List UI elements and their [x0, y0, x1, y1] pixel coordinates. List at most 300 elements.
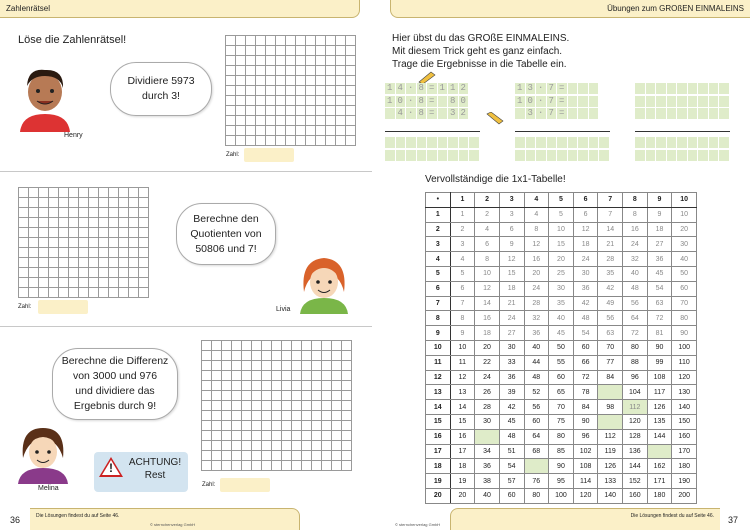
calc-row [385, 150, 480, 161]
table-cell: 16 [524, 252, 549, 267]
table-cell: 24 [573, 252, 598, 267]
calc-cell[interactable] [578, 83, 589, 94]
table-row [426, 459, 697, 474]
table-row [426, 355, 697, 370]
calc-cell[interactable] [719, 150, 730, 161]
calc-cell[interactable] [709, 83, 720, 94]
calc-cell[interactable] [568, 83, 579, 94]
left-title: Löse die Zahlenrätsel! [18, 34, 127, 46]
calc-cell[interactable] [635, 96, 646, 107]
calc-cell[interactable] [667, 108, 678, 119]
table-cell: 48 [499, 429, 524, 444]
table-row [426, 326, 697, 341]
pencil-icon [485, 112, 505, 131]
calc-cell[interactable] [469, 150, 480, 161]
calc-cell: 0 [459, 96, 470, 107]
calc-cell: · [536, 83, 547, 94]
table-title: Vervollständige die 1x1-Tabelle! [425, 174, 566, 185]
table-cell: 12 [573, 222, 598, 237]
column-header: 5 [549, 193, 574, 208]
table-cell: 56 [598, 311, 623, 326]
table-cell: 56 [623, 296, 648, 311]
task2-grid[interactable] [18, 187, 149, 298]
calc-cell[interactable] [396, 137, 407, 148]
calc-cell[interactable] [385, 137, 396, 148]
table-row [426, 429, 697, 444]
table-cell: 51 [499, 444, 524, 459]
table-cell: 57 [499, 474, 524, 489]
calc-cell: 8 [448, 96, 459, 107]
table-cell: 200 [672, 488, 697, 503]
calc-cell[interactable] [688, 108, 699, 119]
table-row [426, 311, 697, 326]
table-cell: 15 [549, 237, 574, 252]
table-cell: 2 [475, 207, 500, 222]
table-cell: 180 [672, 459, 697, 474]
calc-cell[interactable] [547, 150, 558, 161]
calc-cell: 4 [396, 108, 407, 119]
table-cell: 108 [647, 370, 672, 385]
calc-cell[interactable] [448, 137, 459, 148]
calc-cell: · [406, 108, 417, 119]
task3-zahl-label: Zahl: [202, 482, 216, 488]
table-cell: 20 [672, 222, 697, 237]
calc-cell: · [536, 108, 547, 119]
table-row [426, 444, 697, 459]
calc-cell[interactable] [688, 83, 699, 94]
table-cell: 6 [499, 222, 524, 237]
task2-bubble [176, 203, 276, 265]
calc-cell[interactable] [396, 150, 407, 161]
calc-cell[interactable] [677, 137, 688, 148]
task1-answer-field[interactable] [244, 148, 294, 162]
row-header: 14 [426, 400, 451, 415]
table-cell: 36 [499, 370, 524, 385]
calc-cell: = [557, 83, 568, 94]
table-cell: 75 [549, 414, 574, 429]
row-header: 9 [426, 326, 451, 341]
calc-cell: 1 [438, 83, 449, 94]
row-header: 10 [426, 340, 451, 355]
calc-cell: = [427, 96, 438, 107]
calc-cell[interactable] [719, 108, 730, 119]
table-row [426, 281, 697, 296]
calc-cell[interactable] [709, 150, 720, 161]
exclamation-icon: ! [109, 461, 113, 475]
table-cell: 68 [524, 444, 549, 459]
table-cell: 48 [623, 281, 648, 296]
calc-cell: = [557, 96, 568, 107]
calc-cell: 8 [417, 83, 428, 94]
row-header: 2 [426, 222, 451, 237]
table-cell: 120 [573, 488, 598, 503]
table-cell: 8 [450, 311, 475, 326]
calc-cell[interactable] [448, 150, 459, 161]
calc-cell[interactable] [589, 137, 600, 148]
table-cell: 10 [549, 222, 574, 237]
table-cell: 14 [475, 296, 500, 311]
table-cell: 21 [499, 296, 524, 311]
table-cell: 5 [549, 207, 574, 222]
calc-cell[interactable] [406, 137, 417, 148]
table-cell: 117 [647, 385, 672, 400]
calc-cell[interactable] [536, 150, 547, 161]
table-cell: 18 [450, 459, 475, 474]
table-cell: 28 [524, 296, 549, 311]
table-cell: 10 [475, 266, 500, 281]
calc-cell: = [557, 108, 568, 119]
table-cell: 152 [623, 474, 648, 489]
calc-cell[interactable] [438, 137, 449, 148]
table-cell: 30 [475, 414, 500, 429]
table-cell: 190 [672, 474, 697, 489]
calc-cell[interactable] [677, 108, 688, 119]
calc-cell[interactable] [578, 96, 589, 107]
calc-cell[interactable] [515, 137, 526, 148]
calc-cell: 0 [396, 96, 407, 107]
table-cell: 40 [549, 311, 574, 326]
calc-cell[interactable] [547, 137, 558, 148]
right-page [375, 0, 750, 530]
instruction-line: Mit diesem Trick geht es ganz einfach. [392, 46, 563, 57]
table-cell: 40 [475, 488, 500, 503]
left-header: Zahlenrätsel [0, 0, 360, 18]
calc-cell[interactable] [438, 150, 449, 161]
calc-cell[interactable] [459, 150, 470, 161]
calc-cell[interactable] [656, 96, 667, 107]
calc-row [515, 137, 610, 148]
table-cell: 65 [549, 385, 574, 400]
table-cell: 140 [672, 400, 697, 415]
task3-answer-field[interactable] [220, 478, 270, 492]
calc-cell[interactable] [459, 137, 470, 148]
calc-cell: 8 [417, 96, 428, 107]
table-cell: 55 [549, 355, 574, 370]
calc-row [385, 83, 469, 94]
instructions [392, 32, 569, 71]
task3-grid[interactable] [201, 340, 352, 471]
table-cell: 3 [499, 207, 524, 222]
calc-cell[interactable] [656, 137, 667, 148]
calc-cell[interactable] [589, 150, 600, 161]
calc-cell[interactable] [667, 150, 678, 161]
table-cell[interactable] [475, 429, 500, 444]
table-cell: 39 [499, 385, 524, 400]
calc-cell[interactable] [698, 150, 709, 161]
table-cell: 108 [573, 459, 598, 474]
calc-cell[interactable] [536, 137, 547, 148]
table-cell: 14 [450, 400, 475, 415]
table-cell: 36 [573, 281, 598, 296]
calc-cell[interactable] [698, 96, 709, 107]
calc-cell[interactable] [667, 137, 678, 148]
table-cell: 20 [524, 266, 549, 281]
table-cell: 27 [499, 326, 524, 341]
calc-cell[interactable] [589, 96, 600, 107]
table-cell: 14 [598, 222, 623, 237]
table-cell[interactable] [598, 414, 623, 429]
calc-row [385, 96, 469, 107]
table-cell: 21 [598, 237, 623, 252]
table-cell: 30 [573, 266, 598, 281]
table-cell: 54 [499, 459, 524, 474]
calc-cell[interactable] [646, 137, 657, 148]
calc-cell[interactable] [698, 108, 709, 119]
calc-cell[interactable] [709, 137, 720, 148]
table-cell: 42 [598, 281, 623, 296]
table-cell: 60 [524, 414, 549, 429]
calc-cell[interactable] [599, 137, 610, 148]
calc-cell[interactable] [646, 83, 657, 94]
calc-cell[interactable] [515, 150, 526, 161]
calc-cell[interactable] [427, 137, 438, 148]
table-cell: 119 [598, 444, 623, 459]
column-header: 8 [623, 193, 648, 208]
table-cell: 52 [524, 385, 549, 400]
table-row [426, 237, 697, 252]
instruction-line: Hier übst du das GROßE EINMALEINS. [392, 33, 570, 44]
task2-answer-field[interactable] [38, 300, 88, 314]
calc-cell[interactable] [526, 150, 537, 161]
table-cell[interactable] [524, 459, 549, 474]
table-cell: 9 [647, 207, 672, 222]
calc-cell[interactable] [688, 96, 699, 107]
table-cell: 84 [573, 400, 598, 415]
table-cell: 38 [475, 474, 500, 489]
calc-cell[interactable] [656, 108, 667, 119]
table-row [426, 400, 697, 415]
calc-cell: 1 [515, 83, 526, 94]
task2-text: Berechne den Quotienten von 50806 und 7! [190, 212, 262, 255]
table-cell[interactable] [598, 385, 623, 400]
table-cell: 70 [672, 296, 697, 311]
table-cell: 84 [598, 370, 623, 385]
calc-cell[interactable] [578, 108, 589, 119]
row-header: 1 [426, 207, 451, 222]
calc-cell: · [406, 96, 417, 107]
table-cell: 70 [549, 400, 574, 415]
table-cell: 170 [672, 444, 697, 459]
table-cell: 99 [647, 355, 672, 370]
table-row [426, 340, 697, 355]
table-cell: 63 [598, 326, 623, 341]
row-header: 20 [426, 488, 451, 503]
column-header: 3 [499, 193, 524, 208]
table-cell: 81 [647, 326, 672, 341]
table-cell: 24 [524, 281, 549, 296]
right-publisher: © sternchenverlag GmbH [395, 522, 441, 527]
calc-row [635, 108, 730, 119]
table-cell: 12 [450, 370, 475, 385]
table-cell: 136 [623, 444, 648, 459]
calc-row [515, 83, 599, 94]
calc-cell[interactable] [589, 83, 600, 94]
table-cell: 76 [524, 474, 549, 489]
calc-cell[interactable] [578, 137, 589, 148]
calc-cell[interactable] [568, 137, 579, 148]
calc-cell[interactable] [709, 108, 720, 119]
calc-cell: 7 [547, 83, 558, 94]
calc-cell: 3 [448, 108, 459, 119]
table-cell: 180 [647, 488, 672, 503]
table-cell: 45 [549, 326, 574, 341]
table-row [426, 266, 697, 281]
calc-cell[interactable] [656, 150, 667, 161]
calc-cell[interactable] [667, 96, 678, 107]
calc-cell[interactable] [635, 108, 646, 119]
calc-cell[interactable] [568, 108, 579, 119]
table-cell: 140 [598, 488, 623, 503]
table-cell: 45 [499, 414, 524, 429]
table-cell: 40 [672, 252, 697, 267]
calc-cell[interactable] [557, 137, 568, 148]
row-header: 3 [426, 237, 451, 252]
row-header: 6 [426, 281, 451, 296]
table-cell: 45 [647, 266, 672, 281]
calc-cell: = [427, 108, 438, 119]
table-cell: 7 [598, 207, 623, 222]
row-header: 5 [426, 266, 451, 281]
calc-cell[interactable] [635, 83, 646, 94]
row-header: 18 [426, 459, 451, 474]
row-header: 13 [426, 385, 451, 400]
calc-cell: 0 [526, 96, 537, 107]
calc-cell: 2 [459, 108, 470, 119]
calc-cell[interactable] [568, 96, 579, 107]
calc-cell[interactable] [677, 96, 688, 107]
table-cell: 18 [647, 222, 672, 237]
table-cell: 100 [672, 340, 697, 355]
calc-cell[interactable] [719, 83, 730, 94]
calc-cell: = [427, 83, 438, 94]
calc-cell[interactable] [719, 96, 730, 107]
row-header: 8 [426, 311, 451, 326]
column-header: 10 [672, 193, 697, 208]
table-cell: 100 [549, 488, 574, 503]
calc-cell[interactable] [526, 137, 537, 148]
calc-cell[interactable] [589, 108, 600, 119]
divider [0, 171, 372, 172]
table-row [426, 252, 697, 267]
table-cell: 120 [623, 414, 648, 429]
table-row [426, 222, 697, 237]
right-page-number: 37 [727, 515, 738, 525]
table-cell: 54 [573, 326, 598, 341]
table-cell: 35 [598, 266, 623, 281]
calc-cell[interactable] [385, 150, 396, 161]
table-cell: 80 [524, 488, 549, 503]
calc-cell[interactable] [709, 96, 720, 107]
table-cell: 18 [475, 326, 500, 341]
table-cell[interactable] [647, 444, 672, 459]
table-cell: 26 [475, 385, 500, 400]
table-cell: 90 [672, 326, 697, 341]
table-cell: 28 [475, 400, 500, 415]
calc-cell[interactable] [646, 150, 657, 161]
table-cell: 19 [450, 474, 475, 489]
calc-cell[interactable] [469, 137, 480, 148]
left-publisher: © sternchenverlag GmbH [150, 522, 196, 527]
table-cell: 30 [672, 237, 697, 252]
table-cell: 36 [524, 326, 549, 341]
calc-cell[interactable] [635, 150, 646, 161]
table-cell: 16 [475, 311, 500, 326]
calc-cell[interactable] [599, 150, 610, 161]
task1-grid[interactable] [225, 35, 356, 146]
calc-cell[interactable] [677, 150, 688, 161]
calc-cell[interactable] [646, 108, 657, 119]
table-cell: 7 [450, 296, 475, 311]
calc-cell[interactable] [719, 137, 730, 148]
left-page-number: 36 [10, 515, 21, 525]
table-cell: 6 [573, 207, 598, 222]
calc-cell [438, 108, 449, 119]
calc-cell[interactable] [568, 150, 579, 161]
table-cell: 56 [524, 400, 549, 415]
table-cell: 77 [598, 355, 623, 370]
table-cell: 144 [623, 459, 648, 474]
calc-cell[interactable] [646, 96, 657, 107]
henry-avatar [16, 64, 74, 137]
calc-cell[interactable] [427, 150, 438, 161]
calc-cell: 3 [526, 83, 537, 94]
table-row [426, 370, 697, 385]
calc-cell: 8 [417, 108, 428, 119]
table-cell: 20 [549, 252, 574, 267]
calc-cell[interactable] [677, 83, 688, 94]
row-header: 12 [426, 370, 451, 385]
table-row [426, 296, 697, 311]
calc-cell[interactable] [656, 83, 667, 94]
calc-cell: 1 [385, 83, 396, 94]
calc-cell[interactable] [698, 83, 709, 94]
calc-cell[interactable] [688, 137, 699, 148]
calc-row [635, 96, 730, 107]
column-header: 7 [598, 193, 623, 208]
calc-cell: 1 [385, 96, 396, 107]
task2-zahl-label: Zahl: [18, 304, 32, 310]
calc-cell[interactable] [406, 150, 417, 161]
calc-cell [515, 108, 526, 119]
calc-cell: 3 [526, 108, 537, 119]
table-cell: 90 [647, 340, 672, 355]
table-cell: 50 [672, 266, 697, 281]
table-cell: 33 [499, 355, 524, 370]
calc-cell[interactable] [578, 150, 589, 161]
calc-cell[interactable] [635, 137, 646, 148]
calc-cell [385, 108, 396, 119]
table-cell: 4 [524, 207, 549, 222]
calc-cell[interactable] [667, 83, 678, 94]
calc-cell[interactable] [417, 150, 428, 161]
calc-cell[interactable] [698, 137, 709, 148]
right-footer [450, 508, 720, 530]
table-cell: 162 [647, 459, 672, 474]
calc-cell[interactable] [417, 137, 428, 148]
table-cell: 60 [549, 370, 574, 385]
row-header: 19 [426, 474, 451, 489]
calc-cell[interactable] [557, 150, 568, 161]
row-header: 4 [426, 252, 451, 267]
calc-cell: 4 [396, 83, 407, 94]
table-cell: 64 [524, 429, 549, 444]
table-cell: 6 [450, 281, 475, 296]
calc-cell[interactable] [688, 150, 699, 161]
table-cell: 4 [475, 222, 500, 237]
table-cell: 36 [647, 252, 672, 267]
warning-box [94, 452, 188, 492]
table-cell: 10 [450, 340, 475, 355]
